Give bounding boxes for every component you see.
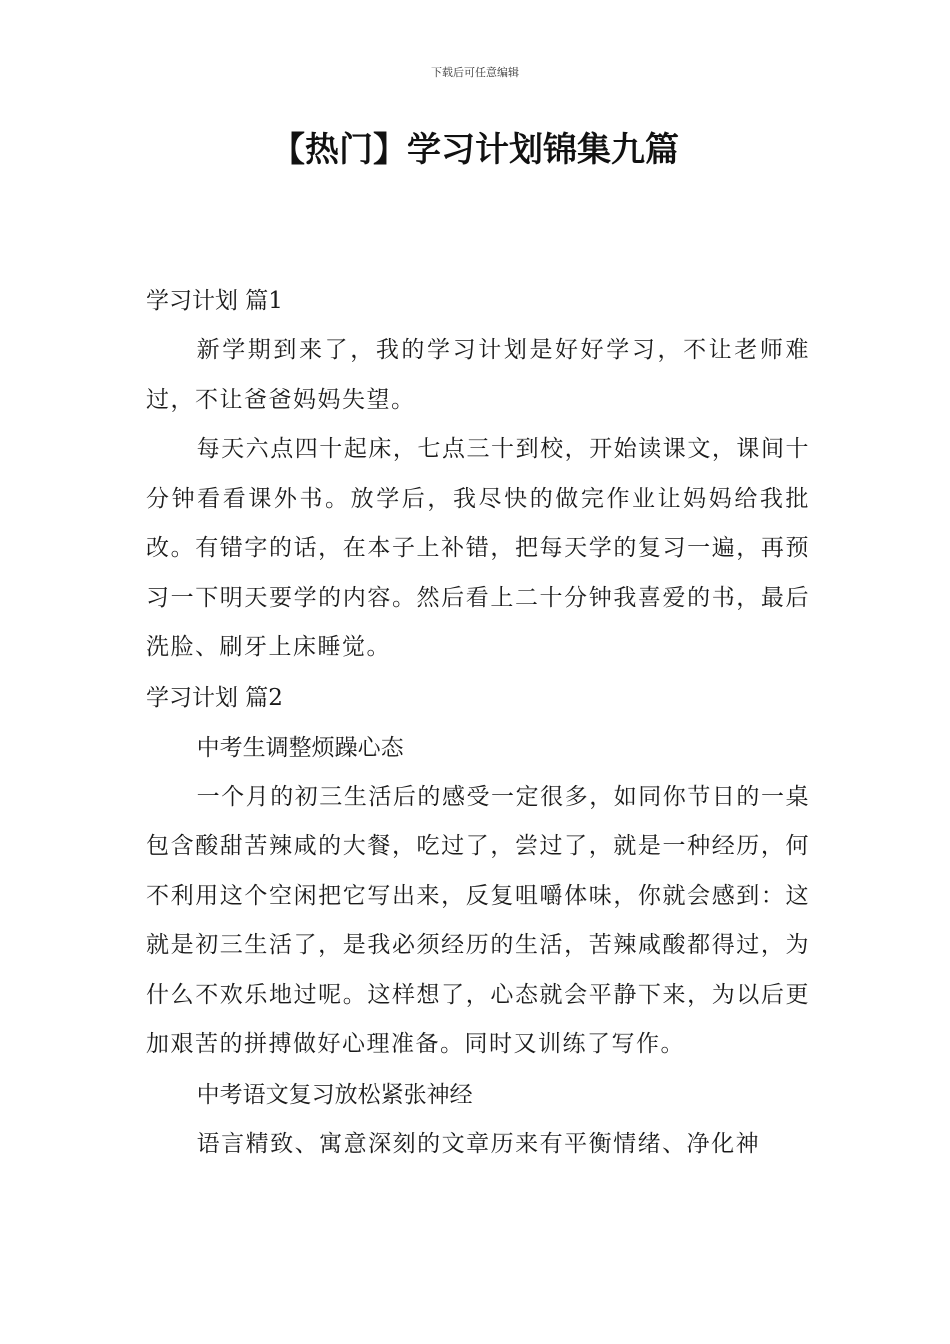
subheading: 中考语文复习放松紧张神经 <box>196 1081 473 1108</box>
section-heading: 学习计划 篇2 <box>146 684 283 711</box>
document-body <box>146 276 810 1169</box>
header-note: 下载后可任意编辑 <box>431 66 519 79</box>
paragraph: 语言精致、寓意深刻的文章历来有平衡情绪、净化神 <box>196 1130 761 1157</box>
paragraph: 每天六点四十起床，七点三十到校，开始读课文，课间十分钟看看课外书。放学后，我尽快的做完作业让妈妈给我批改。有错字的话，在本子上补错，把每天学的复习一遍，再预习一下明天要学的内容。然后看上二十分钟我喜爱的书，最后洗脸、刷牙上床睡觉。 <box>146 436 810 660</box>
subheading: 中考生调整烦躁心态 <box>196 734 404 761</box>
paragraph: 一个月的初三生活后的感受一定很多，如同你节日的一桌包含酸甜苦辣咸的大餐，吃过了，尝过了，就是一种经历，何不利用这个空闲把它写出来，反复咀嚼体味，你就会感到：这就是初三生活了，是我必须经历的生活，苦辣咸酸都得过，为什么不欢乐地过呢。这样想了，心态就会平静下来，为以后更加艰苦的拼搏做好心理准备。同时又训练了写作。 <box>146 783 810 1057</box>
paragraph: 新学期到来了，我的学习计划是好好学习，不让老师难过，不让爸爸妈妈失望。 <box>146 337 810 413</box>
section-heading: 学习计划 篇1 <box>146 288 283 314</box>
document-title: 【热门】学习计划锦集九篇 <box>271 130 679 170</box>
